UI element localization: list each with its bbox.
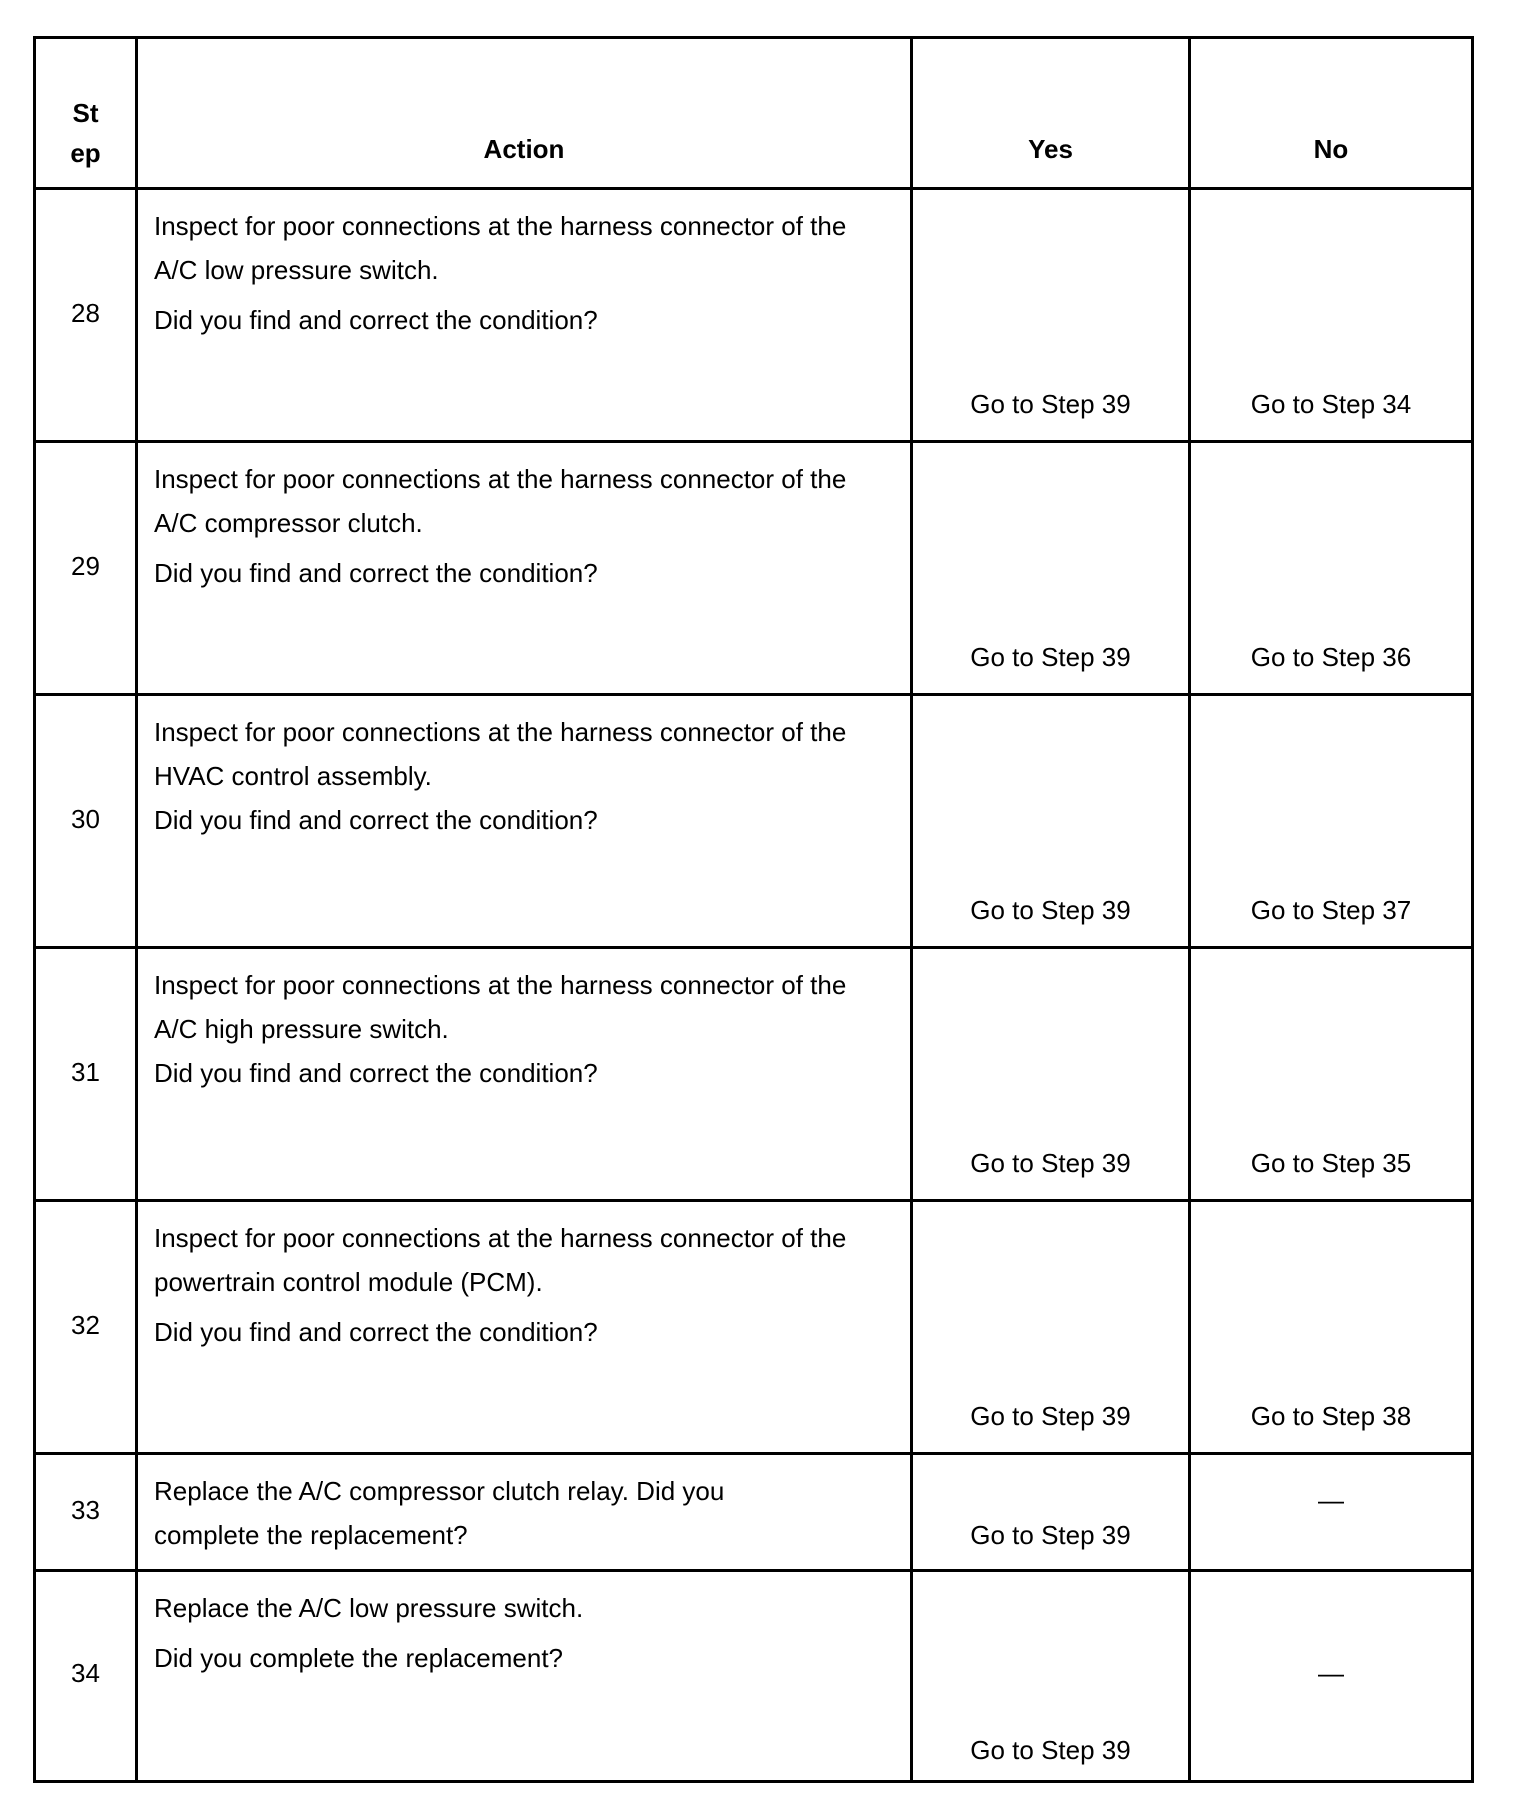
yes-cell — [912, 1454, 1190, 1571]
table-row — [35, 189, 1473, 442]
action-question: Did you find and correct the condition? — [154, 1058, 598, 1088]
no-cell — [1190, 1454, 1473, 1571]
yes-cell — [912, 189, 1190, 442]
step-cell — [35, 189, 137, 442]
header-no-label: No — [1313, 134, 1349, 164]
step-cell — [35, 442, 137, 695]
no-result: Go to Step 37 — [1250, 895, 1412, 925]
action-question: Did you find and correct the condition? — [154, 305, 598, 335]
header-action — [137, 38, 912, 189]
step-number: 29 — [71, 551, 100, 581]
step-cell — [35, 1201, 137, 1454]
yes-result: Go to Step 39 — [970, 642, 1131, 672]
yes-cell — [912, 1201, 1190, 1454]
no-result: Go to Step 38 — [1250, 1401, 1412, 1431]
action-text: Replace the A/C low pressure switch. — [154, 1593, 584, 1623]
yes-cell — [912, 442, 1190, 695]
no-cell — [1190, 948, 1473, 1201]
header-yes — [912, 38, 1190, 189]
action-cell — [137, 189, 912, 442]
action-text: Replace the A/C compressor clutch relay. Did you complete the replacement? — [154, 1476, 725, 1550]
action-text: Inspect for poor connections at the harness connector of the A/C compressor clutch. — [154, 464, 847, 538]
yes-cell — [912, 1571, 1190, 1782]
yes-result: Go to Step 39 — [970, 1735, 1131, 1765]
action-cell — [137, 948, 912, 1201]
step-number: 31 — [71, 1057, 100, 1087]
table-row — [35, 1454, 1473, 1571]
no-cell — [1190, 1571, 1473, 1782]
action-question: Did you complete the replacement? — [154, 1643, 564, 1673]
action-cell — [137, 695, 912, 948]
step-number: 30 — [71, 804, 100, 834]
table-row — [35, 442, 1473, 695]
header-step — [35, 38, 137, 189]
no-cell — [1190, 189, 1473, 442]
action-cell — [137, 1201, 912, 1454]
yes-cell — [912, 695, 1190, 948]
step-number: 32 — [71, 1310, 100, 1340]
action-text: Inspect for poor connections at the harness connector of the powertrain control module (PCM). — [154, 1223, 847, 1297]
yes-result: Go to Step 39 — [970, 895, 1131, 925]
diagnostic-table — [33, 36, 1474, 1783]
yes-result: Go to Step 39 — [970, 1148, 1131, 1178]
header-step-label: St ep — [70, 98, 101, 168]
no-result: Go to Step 34 — [1250, 389, 1412, 419]
table-row — [35, 1571, 1473, 1782]
no-cell — [1190, 695, 1473, 948]
no-cell — [1190, 442, 1473, 695]
action-question: Did you find and correct the condition? — [154, 805, 598, 835]
action-text: Inspect for poor connections at the harness connector of the A/C high pressure switch. — [154, 970, 847, 1044]
header-yes-label: Yes — [1028, 134, 1073, 164]
step-cell — [35, 948, 137, 1201]
action-text: Inspect for poor connections at the harness connector of the A/C low pressure switch. — [154, 211, 847, 285]
header-no — [1190, 38, 1473, 189]
yes-result: Go to Step 39 — [970, 1520, 1131, 1550]
step-cell — [35, 1571, 137, 1782]
no-result: Go to Step 36 — [1250, 642, 1412, 672]
no-result: Go to Step 35 — [1250, 1148, 1412, 1178]
no-cell — [1190, 1201, 1473, 1454]
action-cell — [137, 442, 912, 695]
no-result: — — [1318, 1658, 1344, 1688]
table-row — [35, 695, 1473, 948]
header-action-label: Action — [483, 134, 565, 164]
action-text: Inspect for poor connections at the harness connector of the HVAC control assembly. — [154, 717, 847, 791]
yes-result: Go to Step 39 — [970, 389, 1131, 419]
yes-result: Go to Step 39 — [970, 1401, 1131, 1431]
table-row — [35, 948, 1473, 1201]
action-question: Did you find and correct the condition? — [154, 558, 598, 588]
step-number: 28 — [71, 298, 100, 328]
action-cell — [137, 1571, 912, 1782]
step-number: 33 — [71, 1495, 100, 1525]
table-row — [35, 1201, 1473, 1454]
no-result: — — [1318, 1485, 1344, 1515]
step-cell — [35, 1454, 137, 1571]
action-cell — [137, 1454, 912, 1571]
action-question: Did you find and correct the condition? — [154, 1317, 598, 1347]
yes-cell — [912, 948, 1190, 1201]
step-cell — [35, 695, 137, 948]
table-header-row — [35, 38, 1473, 189]
step-number: 34 — [71, 1658, 100, 1688]
